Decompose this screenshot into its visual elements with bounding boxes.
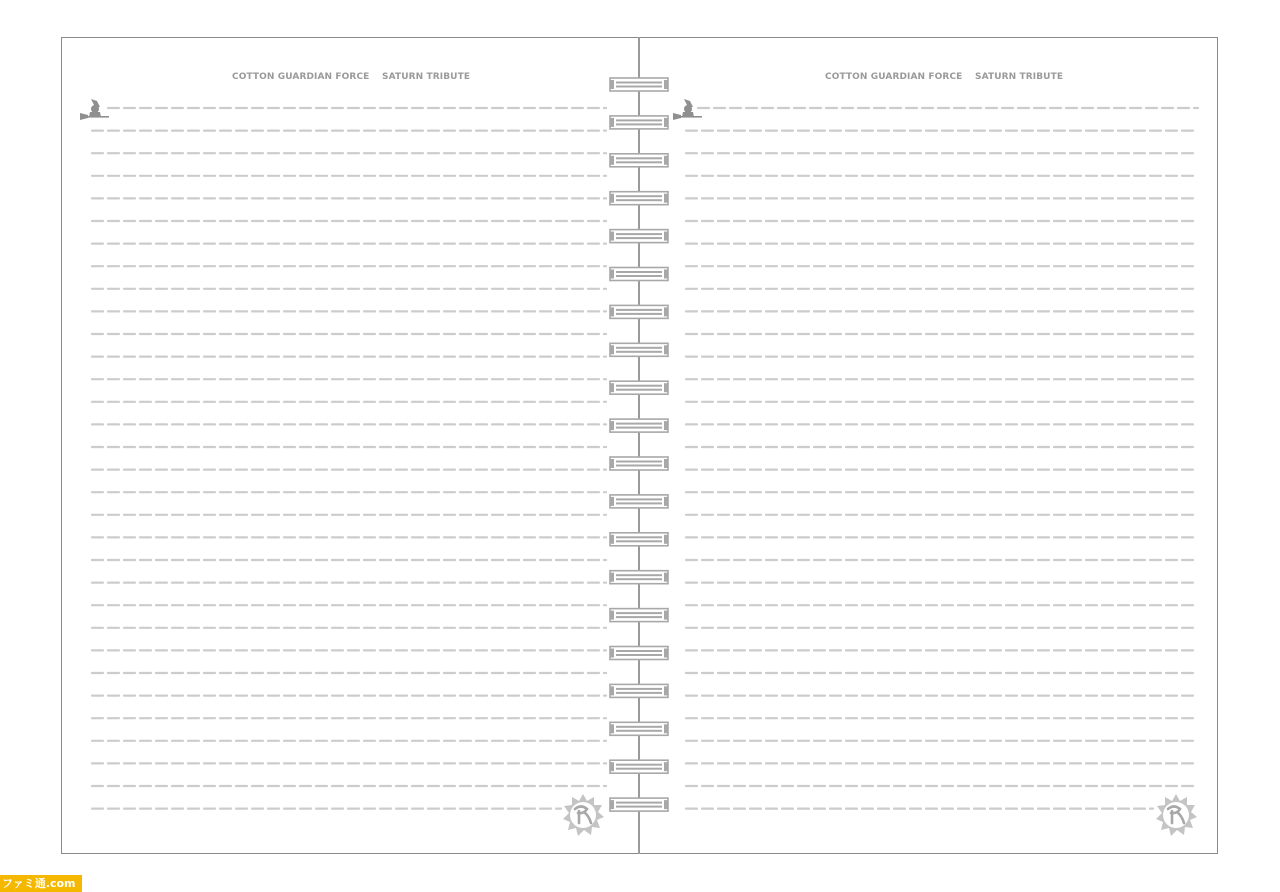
spiral-ring-icon xyxy=(610,230,668,243)
spiral-ring-icon xyxy=(610,116,668,129)
spiral-ring-icon xyxy=(610,305,668,318)
spiral-ring-icon xyxy=(610,381,668,394)
spiral-ring-icon xyxy=(610,192,668,205)
spiral-ring-icon xyxy=(610,154,668,167)
spiral-ring-icon xyxy=(610,268,668,281)
site-watermark xyxy=(0,875,82,892)
spiral-ring-icon xyxy=(610,647,668,660)
spiral-ring-icon xyxy=(610,343,668,356)
spiral-ring-icon xyxy=(610,419,668,432)
spiral-ring-icon xyxy=(610,78,668,91)
right-header-title: COTTON GUARDIAN FORCE xyxy=(825,72,963,82)
left-header-title: COTTON GUARDIAN FORCE xyxy=(232,72,370,82)
spiral-ring-icon xyxy=(610,798,668,811)
spiral-ring-icon xyxy=(610,533,668,546)
right-header-subtitle: SATURN TRIBUTE xyxy=(975,72,1064,82)
watermark-text: ファミ通.com xyxy=(2,877,76,890)
spiral-ring-icon xyxy=(610,722,668,735)
spiral-ring-icon xyxy=(610,684,668,697)
left-header-subtitle: SATURN TRIBUTE xyxy=(382,72,471,82)
spiral-ring-icon xyxy=(610,571,668,584)
spiral-ring-icon xyxy=(610,760,668,773)
spiral-ring-icon xyxy=(610,457,668,470)
spiral-ring-icon xyxy=(610,495,668,508)
spiral-ring-icon xyxy=(610,609,668,622)
